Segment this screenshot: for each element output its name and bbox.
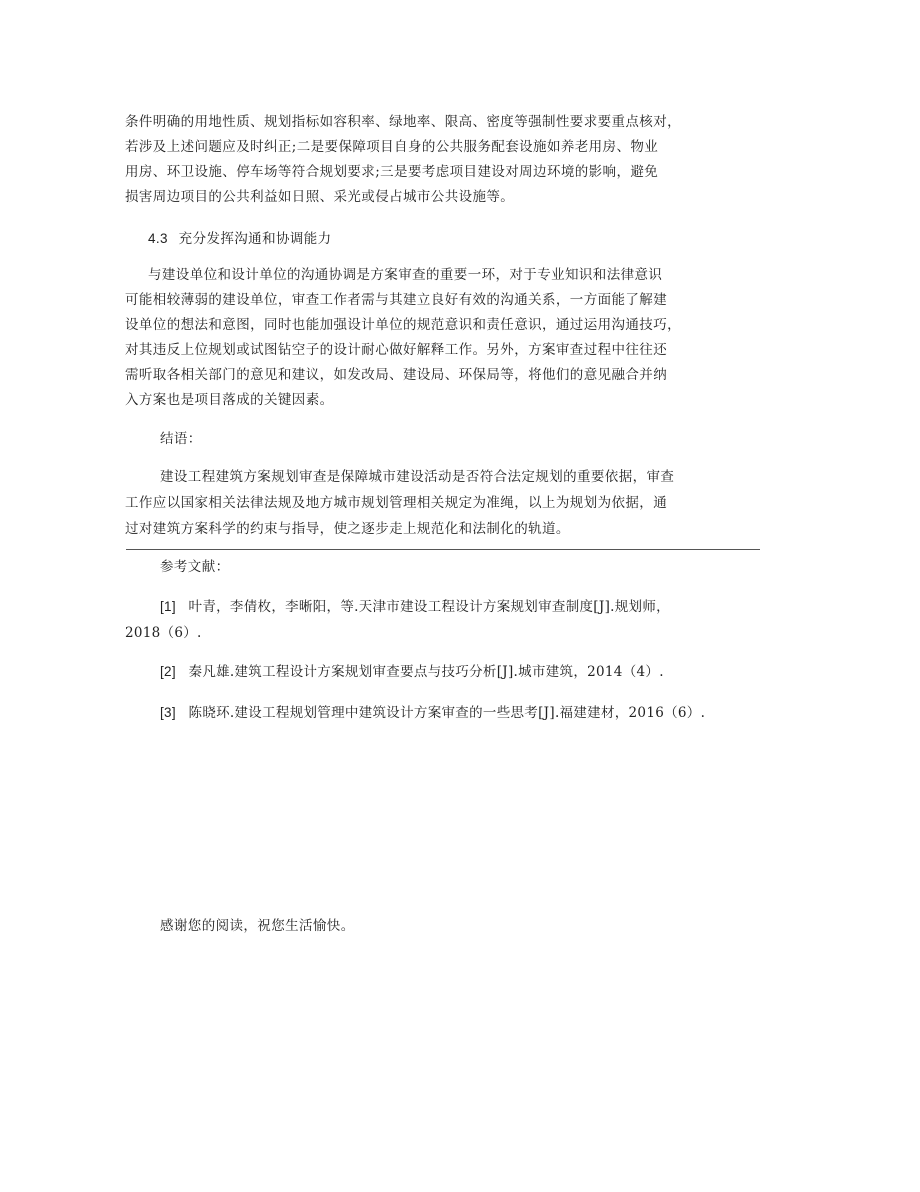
conclusion-line-2: 工作应以国家相关法律法规及地方城市规划管理相关规定为准绳，以上为规划为依据，通 [125,495,668,511]
reference-number: [2] [160,664,176,679]
para1-line-3: 用房、环卫设施、停车场等符合规划要求;三是要考虑项目建设对周边环境的影响，避免 [125,164,659,180]
section-number: 4.3 [148,231,168,246]
reference-text: 叶青，李倩枚，李晰阳，等.天津市建设工程设计方案规划审查制度[J].规划师， [188,599,670,615]
reference-item-1-cont: 2018（6）. [125,625,202,641]
para1-line-4: 损害周边项目的公共利益如日照、采光或侵占城市公共设施等。 [125,189,515,205]
reference-number: [1] [160,599,176,614]
closing-text: 感谢您的阅读，祝您生活愉快。 [160,918,355,934]
para2-line-1: 与建设单位和设计单位的沟通协调是方案审查的重要一环，对于专业知识和法律意识 [148,267,663,283]
para1-line-2: 若涉及上述问题应及时纠正;二是要保障项目自身的公共服务配套设施如养老用房、物业 [125,139,659,155]
reference-text: 秦凡雄.建筑工程设计方案规划审查要点与技巧分析[J].城市建筑，2014（4）. [188,664,664,680]
section-heading [148,229,332,249]
para2-line-4: 对其违反上位规划或试图钻空子的设计耐心做好解释工作。另外，方案审查过程中往往还 [125,342,668,358]
para2-line-2: 可能相较薄弱的建设单位，审查工作者需与其建立良好有效的沟通关系，一方面能了解建 [125,292,668,308]
reference-number: [3] [160,705,176,720]
reference-item-3 [160,703,705,723]
reference-text: 陈晓环.建设工程规划管理中建筑设计方案审查的一些思考[J].福建建材，2016（6）. [188,705,706,721]
section-title: 充分发挥沟通和协调能力 [178,231,332,247]
conclusion-line-1: 建设工程建筑方案规划审查是保障城市建设活动是否符合法定规划的重要依据，审查 [160,469,675,485]
para2-line-5: 需听取各相关部门的意见和建议，如发改局、建设局、环保局等，将他们的意见融合并纳 [125,367,668,383]
divider-line [126,549,760,550]
conclusion-heading: 结语： [160,431,202,447]
para1-line-1: 条件明确的用地性质、规划指标如容积率、绿地率、限高、密度等强制性要求要重点核对， [125,114,681,130]
references-heading: 参考文献： [160,559,230,575]
para2-line-6: 入方案也是项目落成的关键因素。 [125,392,334,408]
reference-item-1 [160,597,670,617]
conclusion-line-3: 过对建筑方案科学的约束与指导，使之逐步走上规范化和法制化的轨道。 [125,521,570,537]
para2-line-3: 设单位的想法和意图，同时也能加强设计单位的规范意识和责任意识，通过运用沟通技巧， [125,317,681,333]
reference-item-2 [160,662,664,682]
